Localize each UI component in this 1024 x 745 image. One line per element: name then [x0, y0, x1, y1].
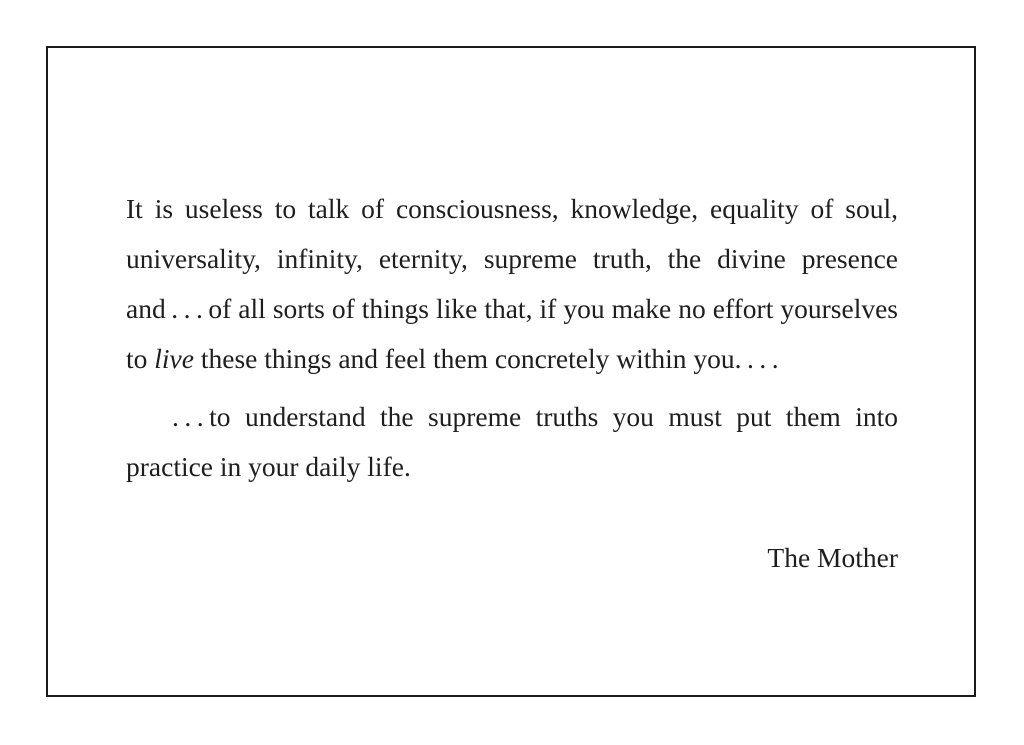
quote-paragraph-2: . . . to understand the supreme truths you must put them into practice in your daily life. [126, 401, 898, 482]
quote-emphasized-word: live [154, 343, 194, 374]
quote-text-before-emphasis: It is useless to talk of consciousness, knowledge, equality of soul, universality, infinity, eternity, supreme truth, the divine presence and . . . of all sorts of things like that, if you make no effort yourselves to [126, 193, 898, 374]
quote-paragraph-1 [126, 184, 898, 384]
quote-attribution: The Mother [767, 542, 898, 573]
quote-text-after-emphasis: these things and feel them concretely within you. . . . [193, 343, 779, 374]
quote-body [126, 184, 898, 492]
